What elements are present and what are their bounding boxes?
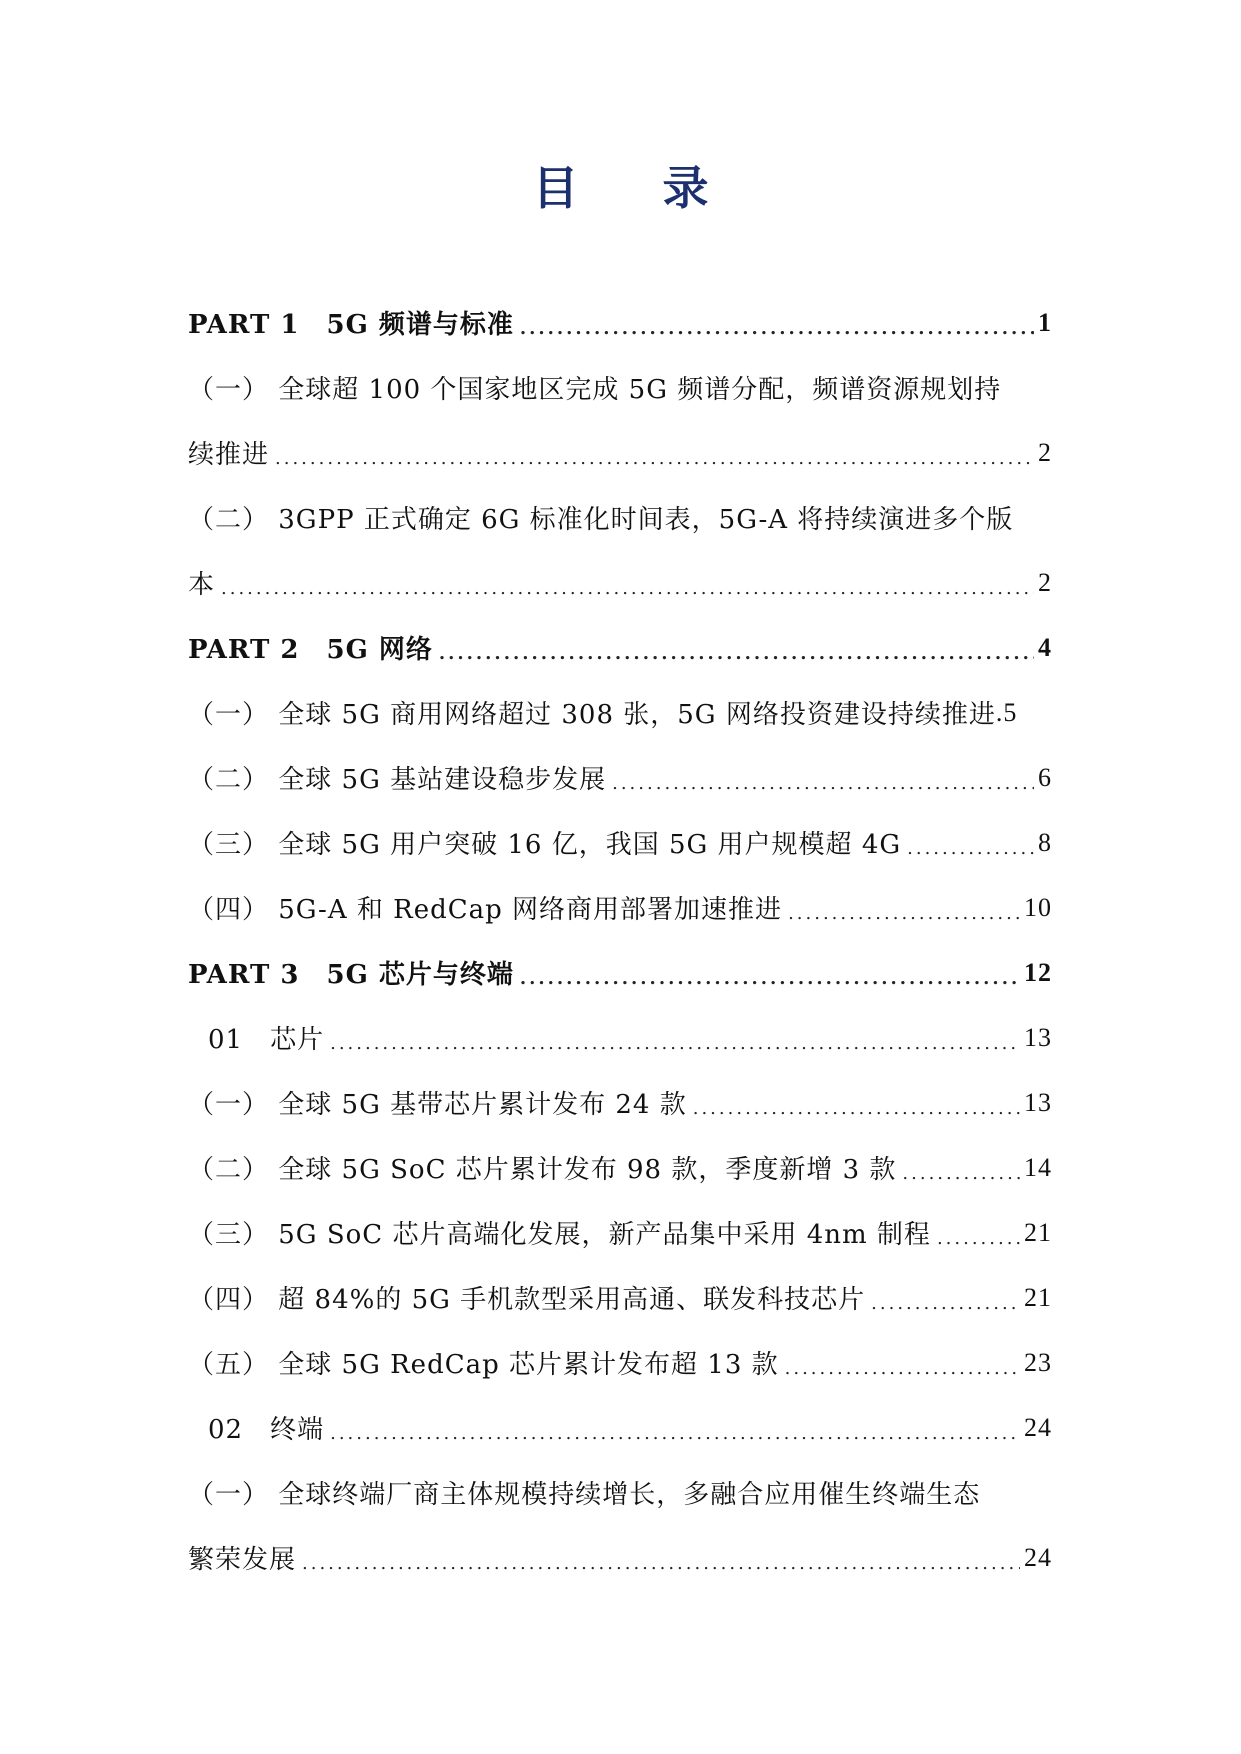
dot-leader xyxy=(612,774,1034,810)
toc-entry-wrap[interactable] xyxy=(188,1460,1052,1525)
toc-page-number: 8 xyxy=(1038,827,1052,857)
toc-label: （一） 全球 5G 基带芯片累计发布 24 款 xyxy=(188,1090,687,1120)
toc-label: PART 2 5G 网络 xyxy=(188,635,433,665)
toc-label: （一） 全球终端厂商主体规模持续增长，多融合应用催生终端生态 xyxy=(188,1480,981,1510)
table-of-contents xyxy=(188,290,1052,1590)
toc-label: （五） 全球 5G RedCap 芯片累计发布超 13 款 xyxy=(188,1350,779,1380)
toc-page-number: 21 xyxy=(1024,1282,1052,1312)
toc-page-number: 2 xyxy=(1038,567,1052,597)
dot-leader xyxy=(785,1359,1020,1395)
toc-label: 02 终端 xyxy=(208,1415,325,1445)
toc-part-1[interactable] xyxy=(188,290,1052,355)
toc-label: 续推进 xyxy=(188,440,270,470)
toc-entry-continuation[interactable] xyxy=(188,1525,1052,1590)
toc-part-2[interactable] xyxy=(188,615,1052,680)
dot-leader xyxy=(330,1034,1020,1070)
toc-entry-continuation[interactable] xyxy=(188,420,1052,485)
toc-page-number: 1 xyxy=(1038,307,1052,337)
toc-label: （一） 全球超 100 个国家地区完成 5G 频谱分配，频谱资源规划持 xyxy=(188,375,1002,405)
toc-label: 01 芯片 xyxy=(208,1025,325,1055)
toc-entry-wrap[interactable] xyxy=(188,355,1052,420)
toc-entry[interactable] xyxy=(188,1070,1052,1135)
toc-label: （二） 3GPP 正式确定 6G 标准化时间表，5G-A 将持续演进多个版 xyxy=(188,505,1014,535)
toc-entry[interactable] xyxy=(188,810,1052,875)
toc-label: 繁荣发展 xyxy=(188,1545,297,1575)
toc-entry[interactable] xyxy=(188,1135,1052,1200)
toc-entry[interactable] xyxy=(188,1330,1052,1395)
toc-subsection-terminals[interactable] xyxy=(188,1395,1052,1460)
toc-label: （四） 5G-A 和 RedCap 网络商用部署加速推进 xyxy=(188,895,783,925)
toc-label: 本 xyxy=(188,570,216,600)
toc-page-number: 2 xyxy=(1038,437,1052,467)
dot-leader xyxy=(937,1229,1020,1265)
toc-entry[interactable] xyxy=(188,1200,1052,1265)
dot-leader xyxy=(902,1164,1020,1200)
dot-leader xyxy=(330,1424,1020,1460)
toc-label: （一） 全球 5G 商用网络超过 308 张，5G 网络投资建设持续推进 xyxy=(188,700,996,730)
toc-entry[interactable] xyxy=(188,875,1052,940)
toc-label: （二） 全球 5G SoC 芯片累计发布 98 款，季度新增 3 款 xyxy=(188,1155,897,1185)
dot-leader xyxy=(520,319,1034,355)
toc-label: （三） 5G SoC 芯片高端化发展，新产品集中采用 4nm 制程 xyxy=(188,1220,931,1250)
dot-leader xyxy=(871,1294,1020,1330)
toc-page-number: 10 xyxy=(1024,892,1052,922)
toc-page-number: 6 xyxy=(1038,762,1052,792)
toc-page-number: 13 xyxy=(1024,1087,1052,1117)
dot-leader xyxy=(302,1554,1020,1590)
toc-label: PART 1 5G 频谱与标准 xyxy=(188,310,514,340)
toc-page-number: 24 xyxy=(1024,1412,1052,1442)
toc-page-number: 12 xyxy=(1024,957,1052,987)
toc-entry-wrap[interactable] xyxy=(188,485,1052,550)
toc-entry-continuation[interactable] xyxy=(188,550,1052,615)
dot-leader xyxy=(439,644,1034,680)
toc-label: （二） 全球 5G 基站建设稳步发展 xyxy=(188,765,607,795)
dot-leader xyxy=(520,969,1020,1005)
dot-leader xyxy=(221,579,1034,615)
dot-leader xyxy=(693,1099,1020,1135)
toc-label: （四） 超 84%的 5G 手机款型采用高通、联发科技芯片 xyxy=(188,1285,866,1315)
toc-entry[interactable] xyxy=(188,745,1052,810)
toc-page-number: 23 xyxy=(1024,1347,1052,1377)
toc-page-number: 24 xyxy=(1024,1542,1052,1572)
dot-leader xyxy=(275,449,1034,485)
toc-page-number: 21 xyxy=(1024,1217,1052,1247)
toc-entry[interactable] xyxy=(188,680,1052,745)
toc-label: （三） 全球 5G 用户突破 16 亿，我国 5G 用户规模超 4G xyxy=(188,830,902,860)
toc-label: PART 3 5G 芯片与终端 xyxy=(188,960,514,990)
dot-leader xyxy=(907,839,1034,875)
toc-page-number: 4 xyxy=(1038,632,1052,662)
page-title: 目 录 xyxy=(532,161,743,215)
toc-subsection-chips[interactable] xyxy=(188,1005,1052,1070)
toc-page-number: .5 xyxy=(995,697,1018,727)
dot-leader xyxy=(788,904,1020,940)
toc-entry[interactable] xyxy=(188,1265,1052,1330)
toc-page-number: 14 xyxy=(1024,1152,1052,1182)
toc-part-3[interactable] xyxy=(188,940,1052,1005)
toc-page-number: 13 xyxy=(1024,1022,1052,1052)
